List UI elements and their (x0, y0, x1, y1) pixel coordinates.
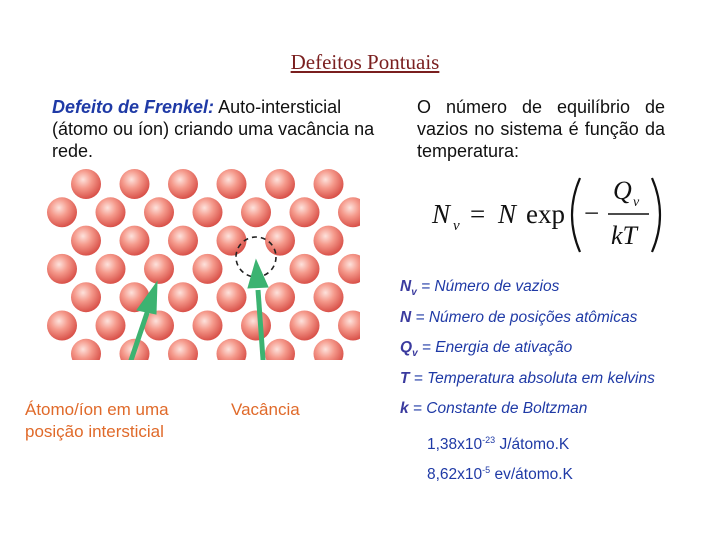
lattice-atom (193, 311, 223, 341)
definition-symbol: $Q_v$ (400, 339, 418, 360)
lattice-atom (265, 169, 295, 199)
lattice-atom (144, 197, 174, 227)
lattice-atom (120, 169, 150, 199)
lattice-atom (168, 282, 198, 312)
lattice-atom (193, 254, 223, 284)
lattice-atom (265, 339, 295, 360)
equilibrium-text: O número de equilíbrio de vazios no sistema é função da temperatura: (417, 97, 665, 161)
lattice-atoms (47, 169, 360, 360)
definition-symbol: T (400, 369, 410, 387)
boltzmann-constant-ev: $8,62x10^{-5}$ ev/átomo.K (427, 464, 573, 483)
lattice-atom (71, 226, 101, 256)
lattice-atom (265, 226, 295, 256)
lattice-atom (338, 311, 360, 341)
definition-t (400, 364, 700, 395)
definition-nv (400, 272, 700, 303)
lattice-atom (314, 226, 344, 256)
definition-k (400, 394, 700, 425)
definition-symbol: $N_v$ (400, 278, 417, 299)
formula-numerator: Q (613, 176, 632, 205)
lattice-atom (314, 169, 344, 199)
formula-exp: exp (526, 199, 565, 229)
lattice-atom (96, 197, 126, 227)
definition-qv (400, 333, 700, 364)
lattice-atom (144, 254, 174, 284)
formula-equals: = (470, 199, 486, 229)
formula-right-paren (652, 178, 660, 252)
frenkel-term: Defeito de Frenkel: (52, 97, 215, 117)
lattice-atom (265, 282, 295, 312)
lattice-atom (338, 197, 360, 227)
lattice-atom (314, 282, 344, 312)
lattice-atom (47, 254, 77, 284)
lattice-atom (290, 197, 320, 227)
lattice-atom (96, 311, 126, 341)
frenkel-description (52, 96, 382, 162)
lattice-atom (290, 254, 320, 284)
formula-minus: − (584, 198, 600, 228)
lattice-atom (168, 169, 198, 199)
definition-text: = Constante de Boltzman (408, 400, 588, 417)
lattice-atom (217, 226, 247, 256)
lattice-atom (290, 311, 320, 341)
lattice-atom (217, 169, 247, 199)
boltzmann-constant-joule: $1,38x10^{-23}$ J/átomo.K (427, 434, 570, 453)
formula-lhs-sub: v (453, 218, 460, 234)
definition-symbol: N (400, 308, 412, 326)
lattice-atom (193, 197, 223, 227)
definition-symbol: k (400, 400, 409, 417)
definition-text: = Número de posições atômicas (411, 308, 638, 326)
definition-text: = Temperatura absoluta em kelvins (409, 369, 655, 387)
lattice-atom (96, 254, 126, 284)
lattice-atom (168, 226, 198, 256)
lattice-atom (168, 339, 198, 360)
lattice-atom (120, 226, 150, 256)
lattice-atom (314, 339, 344, 360)
vacancy-caption: Vacância (231, 400, 300, 419)
lattice-atom (71, 339, 101, 360)
vacancy-formula (430, 172, 670, 262)
lattice-atom (71, 282, 101, 312)
symbol-definitions (400, 272, 700, 485)
crystal-lattice-diagram (30, 160, 360, 360)
formula-numerator-sub: v (633, 195, 640, 210)
lattice-atom (241, 311, 271, 341)
interstitial-caption (25, 399, 169, 443)
frenkel-definition: Auto-intersticial (átomo ou íon) criando uma vacância na rede. (52, 97, 375, 161)
formula-denominator: kT (611, 221, 637, 250)
lattice-atom (217, 339, 247, 360)
definition-text: = Energia de ativação (417, 339, 573, 356)
interstitial-caption-line1: Átomo/íon em uma (25, 400, 169, 419)
formula-lhs: N (432, 199, 451, 229)
formula-factor: N (498, 199, 517, 229)
definition-n (400, 303, 700, 334)
lattice-atom (47, 311, 77, 341)
interstitial-caption-line2: posição intersticial (25, 422, 164, 441)
lattice-atom (338, 254, 360, 284)
lattice-atom (217, 282, 247, 312)
lattice-atom (241, 197, 271, 227)
lattice-atom (71, 169, 101, 199)
formula-left-paren (572, 178, 580, 252)
lattice-atom (47, 197, 77, 227)
definition-text: = Número de vazios (416, 278, 560, 295)
slide-title: Defeitos Pontuais (290, 50, 440, 74)
